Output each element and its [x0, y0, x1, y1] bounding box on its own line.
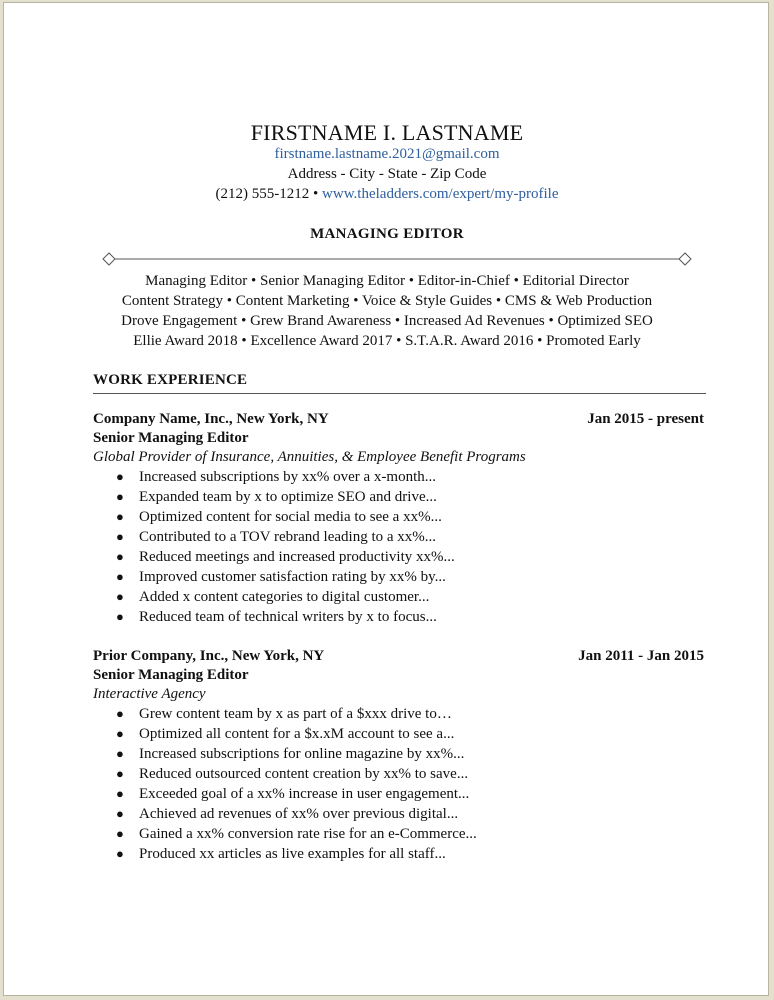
bullet-icon: ●	[116, 786, 124, 801]
list-item: ● Optimized content for social media to see a xx%...	[116, 509, 442, 525]
achievement-list	[93, 469, 704, 629]
address-line: Address - City - State - Zip Code	[287, 166, 487, 182]
bullet-icon: ●	[116, 766, 124, 781]
list-item: ● Increased subscriptions for online magazine by xx%...	[116, 746, 465, 762]
bullet-icon: ●	[116, 549, 124, 564]
bullet-icon: ●	[116, 609, 124, 624]
list-item: ● Reduced team of technical writers by x to focus...	[116, 609, 437, 625]
section-divider	[93, 393, 706, 394]
bullet-icon: ●	[116, 726, 124, 741]
contact-line	[0, 186, 774, 203]
job-title: Senior Managing Editor	[93, 430, 249, 446]
phone-number: (212) 555-1212	[215, 186, 310, 202]
bullet-icon: ●	[116, 706, 124, 721]
job-dates: Jan 2011 - Jan 2015	[578, 648, 704, 664]
email-link[interactable]: firstname.lastname.2021@gmail.com	[274, 146, 500, 162]
list-item: ● Produced xx articles as live examples for all staff...	[116, 846, 446, 862]
headline: MANAGING EDITOR	[310, 226, 464, 242]
list-item: ● Expanded team by x to optimize SEO and drive...	[116, 489, 437, 505]
bullet-icon: ●	[116, 489, 124, 504]
bullet-icon: ●	[116, 509, 124, 524]
bullet-icon: ●	[116, 529, 124, 544]
keywords-line: Drove Engagement • Grew Brand Awareness • Increased Ad Revenues • Optimized SEO	[121, 313, 653, 329]
bullet-icon: ●	[116, 746, 124, 761]
list-item: ● Reduced outsourced content creation by xx% to save...	[116, 766, 469, 782]
keywords-line: Managing Editor • Senior Managing Editor • Editor-in-Chief • Editorial Director	[145, 273, 629, 289]
job-entry	[93, 648, 704, 866]
left-diamond-icon	[103, 253, 115, 265]
bullet-icon: ●	[116, 826, 124, 841]
candidate-name: FIRSTNAME I. LASTNAME	[250, 120, 524, 145]
list-item: ● Exceeded goal of a xx% increase in user engagement...	[116, 786, 470, 802]
bullet-icon: ●	[116, 589, 124, 604]
achievement-list	[93, 706, 704, 866]
keywords-line: Ellie Award 2018 • Excellence Award 2017 • S.T.A.R. Award 2016 • Promoted Early	[133, 333, 641, 349]
company-description: Global Provider of Insurance, Annuities, & Employee Benefit Programs	[93, 449, 526, 465]
profile-link[interactable]: www.theladders.com/expert/my-profile	[322, 186, 559, 202]
diamond-divider	[102, 252, 692, 266]
right-diamond-icon	[679, 253, 691, 265]
list-item: ● Reduced meetings and increased productivity xx%...	[116, 549, 455, 565]
list-item: ● Contributed to a TOV rebrand leading to a xx%...	[116, 529, 437, 545]
bullet-icon: ●	[116, 469, 124, 484]
bullet-icon: ●	[116, 846, 124, 861]
bullet-icon: ●	[116, 806, 124, 821]
list-item: ● Gained a xx% conversion rate rise for an e-Commerce...	[116, 826, 477, 842]
company-name: Prior Company, Inc., New York, NY	[93, 648, 325, 664]
company-name: Company Name, Inc., New York, NY	[93, 411, 329, 427]
list-item: ● Optimized all content for a $x.xM account to see a...	[116, 726, 455, 742]
section-title-work-experience: WORK EXPERIENCE	[93, 372, 248, 388]
company-description: Interactive Agency	[93, 686, 206, 702]
list-item: ● Added x content categories to digital customer...	[116, 589, 430, 605]
bullet-icon: ●	[116, 569, 124, 584]
keywords-line: Content Strategy • Content Marketing • Voice & Style Guides • CMS & Web Production	[121, 293, 653, 309]
job-dates: Jan 2015 - present	[587, 411, 704, 427]
list-item: ● Grew content team by x as part of a $xxx drive to…	[116, 706, 452, 722]
list-item: ● Improved customer satisfaction rating by xx% by...	[116, 569, 446, 585]
list-item: ● Achieved ad revenues of xx% over previous digital...	[116, 806, 459, 822]
job-title: Senior Managing Editor	[93, 667, 249, 683]
job-entry	[93, 411, 704, 629]
list-item: ● Increased subscriptions by xx% over a x-month...	[116, 469, 437, 485]
contact-separator: •	[309, 186, 323, 202]
